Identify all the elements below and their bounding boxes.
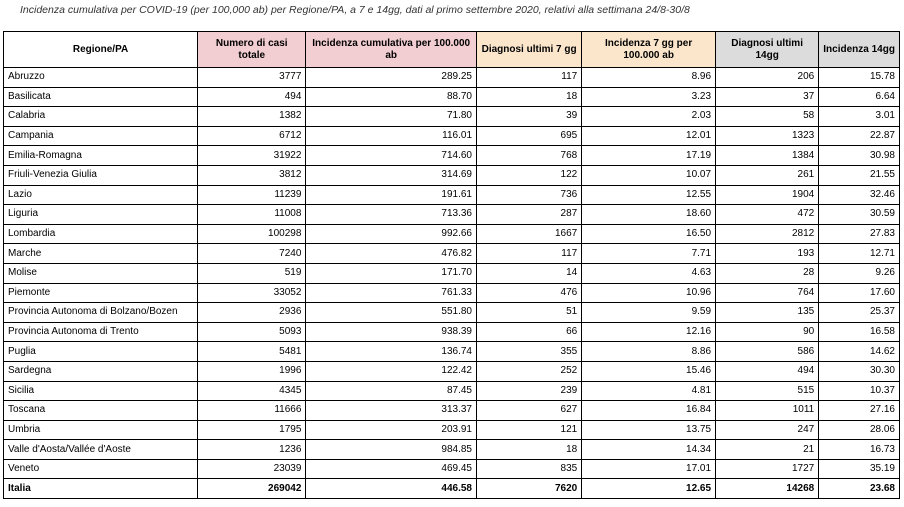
cell-total-cases: 100298 xyxy=(198,224,306,244)
cell-incidence-7d: 7.71 xyxy=(582,244,716,264)
cell-cumulative-incidence: 992.66 xyxy=(306,224,477,244)
cell-total-cases: 3777 xyxy=(198,68,306,88)
table-caption: Incidenza cumulativa per COVID-19 (per 100,000 ab) per Regione/PA, a 7 e 14gg, dati al primo settembre 2020, relativi alla settimana 24/8-30/8 xyxy=(20,4,690,16)
cell-total-cases: 1996 xyxy=(198,361,306,381)
cell-diagnoses-7d: 355 xyxy=(477,342,582,362)
total-cell-cumulative-incidence: 446.58 xyxy=(306,479,477,499)
cell-region: Veneto xyxy=(4,459,198,479)
cell-diagnoses-7d: 14 xyxy=(477,263,582,283)
cell-cumulative-incidence: 314.69 xyxy=(306,165,477,185)
cell-incidence-14d: 30.30 xyxy=(819,361,900,381)
cell-cumulative-incidence: 984.85 xyxy=(306,440,477,460)
cell-incidence-7d: 16.84 xyxy=(582,401,716,421)
cell-incidence-14d: 12.71 xyxy=(819,244,900,264)
cell-diagnoses-14d: 1323 xyxy=(716,126,819,146)
cell-region: Provincia Autonoma di Trento xyxy=(4,322,198,342)
cell-diagnoses-7d: 51 xyxy=(477,303,582,323)
cell-region: Friuli-Venezia Giulia xyxy=(4,165,198,185)
cell-region: Calabria xyxy=(4,107,198,127)
cell-region: Puglia xyxy=(4,342,198,362)
cell-incidence-14d: 30.98 xyxy=(819,146,900,166)
cell-incidence-7d: 8.96 xyxy=(582,68,716,88)
cell-incidence-14d: 14.62 xyxy=(819,342,900,362)
cell-region: Umbria xyxy=(4,420,198,440)
cell-region: Lazio xyxy=(4,185,198,205)
cell-diagnoses-14d: 515 xyxy=(716,381,819,401)
cell-total-cases: 1795 xyxy=(198,420,306,440)
table-row xyxy=(4,440,900,460)
table-row xyxy=(4,303,900,323)
cell-total-cases: 11239 xyxy=(198,185,306,205)
cell-region: Sardegna xyxy=(4,361,198,381)
cell-total-cases: 1382 xyxy=(198,107,306,127)
cell-region: Provincia Autonoma di Bolzano/Bozen xyxy=(4,303,198,323)
cell-diagnoses-14d: 90 xyxy=(716,322,819,342)
cell-cumulative-incidence: 713.36 xyxy=(306,205,477,225)
table-row xyxy=(4,146,900,166)
header-incidence-14d: Incidenza 14gg xyxy=(819,32,900,68)
cell-cumulative-incidence: 87.45 xyxy=(306,381,477,401)
cell-cumulative-incidence: 171.70 xyxy=(306,263,477,283)
table-row xyxy=(4,459,900,479)
cell-incidence-14d: 16.58 xyxy=(819,322,900,342)
cell-incidence-14d: 27.16 xyxy=(819,401,900,421)
table-row xyxy=(4,205,900,225)
cell-incidence-7d: 14.34 xyxy=(582,440,716,460)
cell-incidence-14d: 21.55 xyxy=(819,165,900,185)
cell-incidence-14d: 3.01 xyxy=(819,107,900,127)
cell-cumulative-incidence: 761.33 xyxy=(306,283,477,303)
cell-region: Piemonte xyxy=(4,283,198,303)
cell-incidence-7d: 8.86 xyxy=(582,342,716,362)
table-row xyxy=(4,401,900,421)
cell-diagnoses-7d: 695 xyxy=(477,126,582,146)
header-incidence-7d: Incidenza 7 gg per 100.000 ab xyxy=(582,32,716,68)
table-row xyxy=(4,165,900,185)
cell-diagnoses-7d: 117 xyxy=(477,68,582,88)
cell-incidence-14d: 25.37 xyxy=(819,303,900,323)
cell-diagnoses-7d: 287 xyxy=(477,205,582,225)
cell-region: Marche xyxy=(4,244,198,264)
cell-region: Molise xyxy=(4,263,198,283)
cell-diagnoses-7d: 122 xyxy=(477,165,582,185)
cell-region: Liguria xyxy=(4,205,198,225)
cell-incidence-14d: 35.19 xyxy=(819,459,900,479)
cell-diagnoses-14d: 135 xyxy=(716,303,819,323)
cell-incidence-7d: 13.75 xyxy=(582,420,716,440)
cell-total-cases: 3812 xyxy=(198,165,306,185)
cell-cumulative-incidence: 71.80 xyxy=(306,107,477,127)
header-region: Regione/PA xyxy=(4,32,198,68)
header-diagnoses-7d: Diagnosi ultimi 7 gg xyxy=(477,32,582,68)
cell-diagnoses-14d: 1384 xyxy=(716,146,819,166)
cell-cumulative-incidence: 191.61 xyxy=(306,185,477,205)
cell-region: Sicilia xyxy=(4,381,198,401)
cell-diagnoses-7d: 835 xyxy=(477,459,582,479)
table-row xyxy=(4,68,900,88)
cell-total-cases: 31922 xyxy=(198,146,306,166)
cell-diagnoses-14d: 58 xyxy=(716,107,819,127)
cell-incidence-7d: 2.03 xyxy=(582,107,716,127)
table-row xyxy=(4,87,900,107)
header-cumulative-incidence: Incidenza cumulativa per 100.000 ab xyxy=(306,32,477,68)
cell-incidence-7d: 15.46 xyxy=(582,361,716,381)
cell-region: Lombardia xyxy=(4,224,198,244)
cell-total-cases: 5481 xyxy=(198,342,306,362)
cell-diagnoses-7d: 768 xyxy=(477,146,582,166)
cell-incidence-7d: 12.16 xyxy=(582,322,716,342)
cell-diagnoses-7d: 627 xyxy=(477,401,582,421)
cell-diagnoses-7d: 66 xyxy=(477,322,582,342)
cell-diagnoses-14d: 193 xyxy=(716,244,819,264)
cell-diagnoses-7d: 252 xyxy=(477,361,582,381)
cell-incidence-7d: 4.63 xyxy=(582,263,716,283)
cell-incidence-7d: 10.07 xyxy=(582,165,716,185)
cell-incidence-14d: 30.59 xyxy=(819,205,900,225)
cell-region: Campania xyxy=(4,126,198,146)
cell-total-cases: 11666 xyxy=(198,401,306,421)
cell-incidence-7d: 9.59 xyxy=(582,303,716,323)
cell-diagnoses-14d: 37 xyxy=(716,87,819,107)
header-row xyxy=(4,32,900,68)
cell-diagnoses-14d: 2812 xyxy=(716,224,819,244)
table-row xyxy=(4,322,900,342)
cell-diagnoses-7d: 121 xyxy=(477,420,582,440)
cell-diagnoses-14d: 1727 xyxy=(716,459,819,479)
cell-total-cases: 2936 xyxy=(198,303,306,323)
cell-diagnoses-14d: 261 xyxy=(716,165,819,185)
cell-cumulative-incidence: 938.39 xyxy=(306,322,477,342)
table-row xyxy=(4,185,900,205)
cell-incidence-7d: 10.96 xyxy=(582,283,716,303)
cell-incidence-7d: 12.55 xyxy=(582,185,716,205)
table-row xyxy=(4,420,900,440)
cell-diagnoses-14d: 28 xyxy=(716,263,819,283)
table-row xyxy=(4,107,900,127)
total-row xyxy=(4,479,900,499)
cell-cumulative-incidence: 313.37 xyxy=(306,401,477,421)
cell-total-cases: 5093 xyxy=(198,322,306,342)
cell-incidence-7d: 17.19 xyxy=(582,146,716,166)
total-cell-diagnoses-7d: 7620 xyxy=(477,479,582,499)
table-row xyxy=(4,224,900,244)
cell-cumulative-incidence: 136.74 xyxy=(306,342,477,362)
cell-diagnoses-7d: 239 xyxy=(477,381,582,401)
incidence-table xyxy=(3,31,900,499)
cell-total-cases: 23039 xyxy=(198,459,306,479)
cell-diagnoses-7d: 117 xyxy=(477,244,582,264)
cell-cumulative-incidence: 714.60 xyxy=(306,146,477,166)
cell-incidence-14d: 17.60 xyxy=(819,283,900,303)
cell-diagnoses-14d: 764 xyxy=(716,283,819,303)
cell-cumulative-incidence: 88.70 xyxy=(306,87,477,107)
cell-total-cases: 494 xyxy=(198,87,306,107)
cell-diagnoses-7d: 1667 xyxy=(477,224,582,244)
cell-diagnoses-7d: 736 xyxy=(477,185,582,205)
cell-incidence-14d: 10.37 xyxy=(819,381,900,401)
table-row xyxy=(4,283,900,303)
cell-incidence-14d: 16.73 xyxy=(819,440,900,460)
cell-cumulative-incidence: 289.25 xyxy=(306,68,477,88)
cell-diagnoses-7d: 476 xyxy=(477,283,582,303)
table-row xyxy=(4,342,900,362)
cell-total-cases: 519 xyxy=(198,263,306,283)
cell-total-cases: 11008 xyxy=(198,205,306,225)
cell-diagnoses-14d: 247 xyxy=(716,420,819,440)
cell-diagnoses-14d: 472 xyxy=(716,205,819,225)
cell-incidence-14d: 28.06 xyxy=(819,420,900,440)
cell-diagnoses-14d: 494 xyxy=(716,361,819,381)
cell-incidence-14d: 32.46 xyxy=(819,185,900,205)
table-row xyxy=(4,361,900,381)
cell-incidence-14d: 27.83 xyxy=(819,224,900,244)
table-row xyxy=(4,244,900,264)
cell-incidence-7d: 3.23 xyxy=(582,87,716,107)
cell-incidence-14d: 6.64 xyxy=(819,87,900,107)
cell-diagnoses-14d: 1011 xyxy=(716,401,819,421)
cell-diagnoses-7d: 18 xyxy=(477,87,582,107)
cell-region: Toscana xyxy=(4,401,198,421)
cell-total-cases: 7240 xyxy=(198,244,306,264)
cell-region: Abruzzo xyxy=(4,68,198,88)
cell-cumulative-incidence: 469.45 xyxy=(306,459,477,479)
cell-incidence-7d: 18.60 xyxy=(582,205,716,225)
cell-incidence-14d: 22.87 xyxy=(819,126,900,146)
cell-total-cases: 6712 xyxy=(198,126,306,146)
total-cell-region: Italia xyxy=(4,479,198,499)
header-total-cases: Numero di casi totale xyxy=(198,32,306,68)
cell-cumulative-incidence: 122.42 xyxy=(306,361,477,381)
cell-diagnoses-14d: 1904 xyxy=(716,185,819,205)
cell-incidence-7d: 4.81 xyxy=(582,381,716,401)
cell-diagnoses-14d: 206 xyxy=(716,68,819,88)
cell-diagnoses-14d: 586 xyxy=(716,342,819,362)
cell-total-cases: 4345 xyxy=(198,381,306,401)
cell-cumulative-incidence: 203.91 xyxy=(306,420,477,440)
cell-diagnoses-7d: 18 xyxy=(477,440,582,460)
total-cell-diagnoses-14d: 14268 xyxy=(716,479,819,499)
cell-incidence-7d: 16.50 xyxy=(582,224,716,244)
total-cell-total-cases: 269042 xyxy=(198,479,306,499)
table-row xyxy=(4,381,900,401)
table-row xyxy=(4,263,900,283)
cell-incidence-14d: 9.26 xyxy=(819,263,900,283)
total-cell-incidence-7d: 12.65 xyxy=(582,479,716,499)
cell-diagnoses-14d: 21 xyxy=(716,440,819,460)
cell-incidence-7d: 17.01 xyxy=(582,459,716,479)
cell-incidence-14d: 15.78 xyxy=(819,68,900,88)
cell-incidence-7d: 12.01 xyxy=(582,126,716,146)
cell-region: Emilia-Romagna xyxy=(4,146,198,166)
cell-total-cases: 1236 xyxy=(198,440,306,460)
header-diagnoses-14d: Diagnosi ultimi 14gg xyxy=(716,32,819,68)
cell-total-cases: 33052 xyxy=(198,283,306,303)
cell-region: Valle d'Aosta/Vallée d'Aoste xyxy=(4,440,198,460)
cell-cumulative-incidence: 551.80 xyxy=(306,303,477,323)
cell-region: Basilicata xyxy=(4,87,198,107)
total-cell-incidence-14d: 23.68 xyxy=(819,479,900,499)
table-row xyxy=(4,126,900,146)
cell-cumulative-incidence: 476.82 xyxy=(306,244,477,264)
cell-cumulative-incidence: 116.01 xyxy=(306,126,477,146)
cell-diagnoses-7d: 39 xyxy=(477,107,582,127)
